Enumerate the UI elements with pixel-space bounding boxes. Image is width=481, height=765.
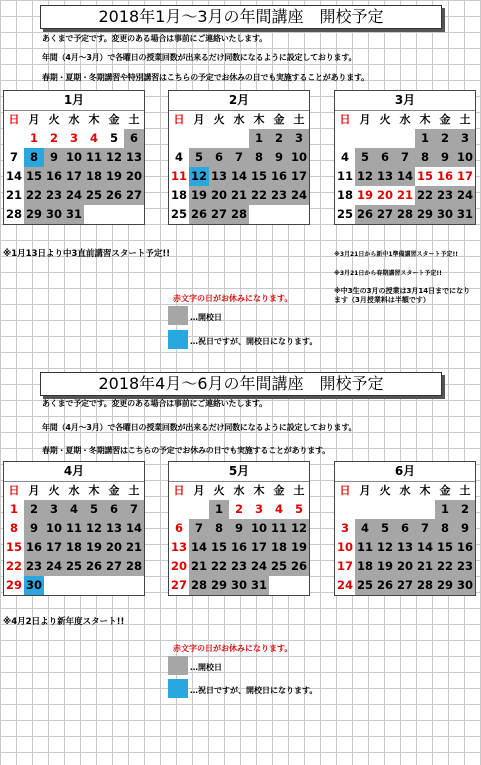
section1-footnote-3: ※3月21日から春期講習スタート予定!! bbox=[334, 270, 442, 277]
day-cell: 28 bbox=[395, 205, 415, 224]
day-cell: 20 bbox=[376, 188, 393, 202]
day-cell: 21 bbox=[396, 188, 413, 202]
day-cell: 21 bbox=[189, 557, 209, 576]
section2-legend-blue-swatch bbox=[168, 679, 188, 698]
section1-legend-title: 赤文字の日がお休みになります。 bbox=[173, 294, 293, 303]
calendar-march bbox=[334, 90, 476, 225]
day-cell: 9 bbox=[229, 519, 249, 538]
weekday-header: 日 bbox=[8, 484, 20, 497]
day-cell: 1 bbox=[415, 129, 435, 148]
day-cell: 2 bbox=[234, 502, 243, 516]
day-cell: 6 bbox=[209, 148, 229, 167]
day-cell: 12 bbox=[375, 538, 395, 557]
day-cell: 24 bbox=[249, 557, 269, 576]
day-cell: 5 bbox=[109, 131, 118, 145]
weekday-header: 水 bbox=[68, 484, 80, 497]
empty-cell bbox=[209, 129, 229, 148]
day-cell: 26 bbox=[84, 557, 104, 576]
day-cell: 21 bbox=[415, 557, 435, 576]
weekday-header: 金 bbox=[439, 484, 451, 497]
empty-cell bbox=[64, 576, 84, 595]
weekday-header: 月 bbox=[359, 484, 371, 497]
weekday-header: 日 bbox=[339, 113, 351, 126]
day-cell: 14 bbox=[395, 167, 415, 186]
day-cell: 31 bbox=[455, 205, 475, 224]
weekday-header: 金 bbox=[108, 484, 120, 497]
day-cell: 3 bbox=[289, 129, 309, 148]
day-cell: 13 bbox=[395, 538, 415, 557]
day-cell: 27 bbox=[170, 578, 187, 592]
weekday-header: 水 bbox=[233, 484, 245, 497]
day-cell: 25 bbox=[170, 207, 187, 221]
day-cell: 16 bbox=[44, 167, 64, 186]
day-cell: 26 bbox=[289, 557, 309, 576]
day-cell: 10 bbox=[289, 148, 309, 167]
section1-legend-open-label: …開校日 bbox=[190, 313, 222, 322]
day-cell: 23 bbox=[44, 186, 64, 205]
day-cell: 5 bbox=[294, 502, 303, 516]
day-cell: 22 bbox=[435, 557, 455, 576]
day-cell: 12 bbox=[289, 519, 309, 538]
day-cell: 15 bbox=[24, 167, 44, 186]
day-cell: 23 bbox=[24, 557, 44, 576]
day-cell: 28 bbox=[189, 576, 209, 595]
day-cell: 2 bbox=[435, 129, 455, 148]
day-cell: 19 bbox=[84, 538, 104, 557]
day-cell: 2 bbox=[455, 500, 475, 519]
day-cell: 19 bbox=[189, 186, 209, 205]
section1-title: 2018年1月～3月の年間講座 開校予定 bbox=[40, 5, 442, 29]
day-cell: 3 bbox=[455, 129, 475, 148]
calendar-june bbox=[334, 461, 476, 596]
empty-cell bbox=[104, 576, 124, 595]
day-cell: 27 bbox=[209, 205, 229, 224]
weekday-header: 火 bbox=[213, 113, 225, 126]
empty-cell bbox=[269, 576, 289, 595]
section1-note-1: あくまで予定です。変更のある場合は事前にご連絡いたします。 bbox=[42, 34, 267, 43]
section1-legend-open-swatch bbox=[168, 306, 188, 325]
section1-footnote-5: ます（3月授業料は半額です） bbox=[334, 296, 430, 304]
day-cell: 16 bbox=[455, 538, 475, 557]
day-cell: 4 bbox=[89, 131, 98, 145]
day-cell: 11 bbox=[269, 519, 289, 538]
day-cell: 16 bbox=[269, 167, 289, 186]
day-cell: 7 bbox=[395, 148, 415, 167]
day-cell: 13 bbox=[170, 540, 187, 554]
weekday-header: 木 bbox=[88, 484, 100, 497]
month-label: 4月 bbox=[4, 462, 144, 482]
day-cell: 16 bbox=[229, 538, 249, 557]
empty-cell bbox=[169, 500, 189, 519]
day-cell: 8 bbox=[9, 521, 18, 535]
day-cell: 19 bbox=[289, 538, 309, 557]
section2-legend-blue-label: …祝日ですが、開校日になります。 bbox=[190, 686, 318, 695]
weekday-header: 火 bbox=[48, 113, 60, 126]
day-cell: 8 bbox=[24, 148, 44, 167]
empty-cell bbox=[84, 205, 104, 224]
day-cell: 1 bbox=[9, 502, 18, 516]
weekday-header: 日 bbox=[339, 484, 351, 497]
empty-cell bbox=[269, 205, 289, 224]
calendar-february bbox=[168, 90, 310, 225]
empty-cell bbox=[44, 576, 64, 595]
empty-cell bbox=[4, 129, 24, 148]
section2-legend-title: 赤文字の日がお休みになります。 bbox=[173, 644, 293, 653]
weekday-header: 水 bbox=[399, 113, 411, 126]
empty-cell bbox=[104, 205, 124, 224]
section2-note-1: あくまで予定です。変更のある場合は事前にご連絡いたします。 bbox=[42, 399, 267, 408]
day-cell: 10 bbox=[44, 519, 64, 538]
section1-legend-blue-label: …祝日ですが、開校日になります。 bbox=[190, 337, 318, 346]
weekday-header: 木 bbox=[253, 484, 265, 497]
day-cell: 27 bbox=[375, 205, 395, 224]
empty-cell bbox=[189, 500, 209, 519]
day-cell: 28 bbox=[5, 207, 22, 221]
day-cell: 22 bbox=[415, 186, 435, 205]
day-cell: 16 bbox=[436, 169, 453, 183]
day-cell: 6 bbox=[174, 521, 183, 535]
day-cell: 13 bbox=[209, 167, 229, 186]
day-cell: 14 bbox=[5, 169, 22, 183]
day-cell: 23 bbox=[269, 186, 289, 205]
day-cell: 29 bbox=[415, 205, 435, 224]
section2-legend-open-label: …開校日 bbox=[190, 663, 222, 672]
day-cell: 27 bbox=[104, 557, 124, 576]
weekday-header: 金 bbox=[273, 484, 285, 497]
day-cell: 19 bbox=[356, 188, 373, 202]
day-cell: 7 bbox=[124, 500, 144, 519]
day-cell: 11 bbox=[336, 169, 353, 183]
weekday-header: 火 bbox=[48, 484, 60, 497]
section1-legend-blue-swatch bbox=[168, 330, 188, 349]
empty-cell bbox=[249, 205, 269, 224]
day-cell: 10 bbox=[455, 148, 475, 167]
day-cell: 26 bbox=[375, 576, 395, 595]
day-cell: 25 bbox=[336, 207, 353, 221]
weekday-header: 月 bbox=[193, 484, 205, 497]
day-cell: 17 bbox=[456, 169, 473, 183]
day-cell: 13 bbox=[124, 148, 144, 167]
day-cell: 30 bbox=[455, 576, 475, 595]
month-label: 1月 bbox=[4, 91, 144, 111]
empty-cell bbox=[355, 129, 375, 148]
day-cell: 9 bbox=[44, 148, 64, 167]
day-cell: 7 bbox=[415, 519, 435, 538]
day-cell: 11 bbox=[170, 169, 187, 183]
day-cell: 4 bbox=[174, 150, 183, 164]
day-cell: 3 bbox=[254, 502, 263, 516]
day-cell: 14 bbox=[229, 167, 249, 186]
day-cell: 1 bbox=[29, 131, 38, 145]
empty-cell bbox=[84, 576, 104, 595]
day-cell: 18 bbox=[64, 538, 84, 557]
day-cell: 24 bbox=[64, 186, 84, 205]
weekday-header: 水 bbox=[399, 484, 411, 497]
empty-cell bbox=[124, 576, 144, 595]
weekday-header: 月 bbox=[193, 113, 205, 126]
day-cell: 1 bbox=[249, 129, 269, 148]
day-cell: 20 bbox=[104, 538, 124, 557]
day-cell: 14 bbox=[415, 538, 435, 557]
month-label: 6月 bbox=[335, 462, 475, 482]
weekday-header: 火 bbox=[213, 484, 225, 497]
weekday-header: 日 bbox=[8, 113, 20, 126]
day-cell: 28 bbox=[229, 205, 249, 224]
day-cell: 25 bbox=[64, 557, 84, 576]
weekday-header: 木 bbox=[419, 484, 431, 497]
day-cell: 15 bbox=[209, 538, 229, 557]
day-cell: 25 bbox=[355, 576, 375, 595]
day-cell: 4 bbox=[355, 519, 375, 538]
day-cell: 9 bbox=[455, 519, 475, 538]
month-label: 3月 bbox=[335, 91, 475, 111]
section1-note-2: 年間（4月～3月）で各曜日の授業回数が出来るだけ同数になるように設定しております。 bbox=[42, 53, 357, 62]
day-cell: 26 bbox=[189, 205, 209, 224]
day-cell: 1 bbox=[435, 500, 455, 519]
day-cell: 1 bbox=[209, 500, 229, 519]
empty-cell bbox=[289, 205, 309, 224]
day-cell: 8 bbox=[435, 519, 455, 538]
weekday-header: 金 bbox=[439, 113, 451, 126]
calendar-april bbox=[3, 461, 145, 596]
empty-cell bbox=[335, 129, 355, 148]
day-cell: 5 bbox=[84, 500, 104, 519]
day-cell: 22 bbox=[209, 557, 229, 576]
empty-cell bbox=[124, 205, 144, 224]
empty-cell bbox=[335, 500, 355, 519]
day-cell: 20 bbox=[209, 186, 229, 205]
day-cell: 15 bbox=[5, 540, 22, 554]
section1-footnote-2: ※3月21日から新中1準備講習スタート予定!! bbox=[334, 251, 459, 258]
day-cell: 6 bbox=[395, 519, 415, 538]
day-cell: 4 bbox=[274, 502, 283, 516]
day-cell: 17 bbox=[289, 167, 309, 186]
day-cell: 25 bbox=[84, 186, 104, 205]
day-cell: 23 bbox=[455, 557, 475, 576]
day-cell: 7 bbox=[229, 148, 249, 167]
day-cell: 18 bbox=[170, 188, 187, 202]
weekday-header: 土 bbox=[293, 484, 305, 497]
day-cell: 31 bbox=[64, 205, 84, 224]
weekday-header: 月 bbox=[28, 484, 40, 497]
day-cell: 5 bbox=[375, 519, 395, 538]
day-cell: 8 bbox=[209, 519, 229, 538]
day-cell: 28 bbox=[415, 576, 435, 595]
day-cell: 9 bbox=[269, 148, 289, 167]
day-cell: 9 bbox=[435, 148, 455, 167]
empty-cell bbox=[355, 500, 375, 519]
month-label: 2月 bbox=[169, 91, 309, 111]
weekday-header: 木 bbox=[253, 113, 265, 126]
day-cell: 3 bbox=[69, 131, 78, 145]
weekday-header: 水 bbox=[233, 113, 245, 126]
empty-cell bbox=[189, 129, 209, 148]
weekday-header: 土 bbox=[293, 113, 305, 126]
day-cell: 29 bbox=[435, 576, 455, 595]
day-cell: 6 bbox=[375, 148, 395, 167]
day-cell: 17 bbox=[336, 559, 353, 573]
day-cell: 11 bbox=[355, 538, 375, 557]
day-cell: 20 bbox=[170, 559, 187, 573]
weekday-header: 水 bbox=[68, 113, 80, 126]
day-cell: 9 bbox=[24, 519, 44, 538]
weekday-header: 月 bbox=[28, 113, 40, 126]
day-cell: 25 bbox=[269, 557, 289, 576]
day-cell: 29 bbox=[5, 578, 22, 592]
day-cell: 10 bbox=[64, 148, 84, 167]
day-cell: 21 bbox=[124, 538, 144, 557]
day-cell: 7 bbox=[189, 519, 209, 538]
day-cell: 8 bbox=[415, 148, 435, 167]
day-cell: 30 bbox=[229, 576, 249, 595]
empty-cell bbox=[289, 576, 309, 595]
day-cell: 29 bbox=[209, 576, 229, 595]
day-cell: 18 bbox=[84, 167, 104, 186]
day-cell: 30 bbox=[24, 576, 44, 595]
empty-cell bbox=[395, 500, 415, 519]
day-cell: 2 bbox=[269, 129, 289, 148]
calendar-january bbox=[3, 90, 145, 225]
day-cell: 20 bbox=[395, 557, 415, 576]
day-cell: 14 bbox=[124, 519, 144, 538]
day-cell: 2 bbox=[24, 500, 44, 519]
day-cell: 23 bbox=[435, 186, 455, 205]
day-cell: 19 bbox=[375, 557, 395, 576]
weekday-header: 日 bbox=[173, 113, 185, 126]
day-cell: 6 bbox=[124, 129, 144, 148]
empty-cell bbox=[395, 129, 415, 148]
weekday-header: 土 bbox=[128, 484, 140, 497]
weekday-header: 火 bbox=[379, 113, 391, 126]
weekday-header: 土 bbox=[459, 113, 471, 126]
day-cell: 20 bbox=[124, 167, 144, 186]
day-cell: 30 bbox=[435, 205, 455, 224]
calendar-may bbox=[168, 461, 310, 596]
day-cell: 30 bbox=[44, 205, 64, 224]
day-cell: 15 bbox=[435, 538, 455, 557]
weekday-header: 月 bbox=[359, 113, 371, 126]
day-cell: 27 bbox=[124, 186, 144, 205]
day-cell: 3 bbox=[340, 521, 349, 535]
section2-legend-open-swatch bbox=[168, 656, 188, 675]
day-cell: 23 bbox=[229, 557, 249, 576]
weekday-header: 木 bbox=[88, 113, 100, 126]
day-cell: 24 bbox=[336, 578, 353, 592]
empty-cell bbox=[169, 129, 189, 148]
weekday-header: 火 bbox=[379, 484, 391, 497]
day-cell: 26 bbox=[104, 186, 124, 205]
day-cell: 24 bbox=[44, 557, 64, 576]
day-cell: 22 bbox=[5, 559, 22, 573]
day-cell: 10 bbox=[336, 540, 353, 554]
day-cell: 26 bbox=[355, 205, 375, 224]
day-cell: 6 bbox=[104, 500, 124, 519]
empty-cell bbox=[375, 500, 395, 519]
day-cell: 4 bbox=[340, 150, 349, 164]
day-cell: 12 bbox=[189, 167, 209, 186]
day-cell: 12 bbox=[84, 519, 104, 538]
day-cell: 11 bbox=[64, 519, 84, 538]
weekday-header: 土 bbox=[459, 484, 471, 497]
day-cell: 18 bbox=[269, 538, 289, 557]
empty-cell bbox=[375, 129, 395, 148]
day-cell: 7 bbox=[9, 150, 18, 164]
day-cell: 29 bbox=[24, 205, 44, 224]
day-cell: 3 bbox=[44, 500, 64, 519]
day-cell: 16 bbox=[24, 538, 44, 557]
weekday-header: 金 bbox=[108, 113, 120, 126]
day-cell: 15 bbox=[416, 169, 433, 183]
day-cell: 31 bbox=[249, 576, 269, 595]
day-cell: 10 bbox=[249, 519, 269, 538]
day-cell: 5 bbox=[189, 148, 209, 167]
day-cell: 13 bbox=[375, 167, 395, 186]
section1-footnote-1: ※1月13日より中3直前講習スタート予定!! bbox=[3, 249, 171, 259]
weekday-header: 土 bbox=[128, 113, 140, 126]
empty-cell bbox=[415, 500, 435, 519]
weekday-header: 金 bbox=[273, 113, 285, 126]
day-cell: 21 bbox=[229, 186, 249, 205]
day-cell: 17 bbox=[64, 167, 84, 186]
day-cell: 27 bbox=[395, 576, 415, 595]
day-cell: 13 bbox=[104, 519, 124, 538]
day-cell: 15 bbox=[249, 167, 269, 186]
day-cell: 21 bbox=[5, 188, 22, 202]
day-cell: 11 bbox=[84, 148, 104, 167]
day-cell: 18 bbox=[336, 188, 353, 202]
day-cell: 17 bbox=[249, 538, 269, 557]
weekday-header: 木 bbox=[419, 113, 431, 126]
day-cell: 17 bbox=[44, 538, 64, 557]
section1-note-3: 春期・夏期・冬期講習や特別講習はこちらの予定でお休みの日でも実施することがあります。 bbox=[42, 73, 369, 82]
day-cell: 28 bbox=[124, 557, 144, 576]
section2-title: 2018年4月～6月の年間講座 開校予定 bbox=[40, 372, 442, 396]
section2-note-2: 年間（4月～3月）で各曜日の授業回数が出来るだけ同数になるように設定しております。 bbox=[42, 423, 357, 432]
day-cell: 12 bbox=[104, 148, 124, 167]
section2-note-3: 春期・夏期・冬期講習はこちらの予定でお休みの日でも実施することがあります。 bbox=[42, 446, 330, 455]
day-cell: 22 bbox=[249, 186, 269, 205]
day-cell: 2 bbox=[49, 131, 58, 145]
day-cell: 24 bbox=[289, 186, 309, 205]
section1-footnote-4: ※中3生の3月の授業は3月14日までになり bbox=[334, 287, 471, 295]
weekday-header: 日 bbox=[173, 484, 185, 497]
month-label: 5月 bbox=[169, 462, 309, 482]
day-cell: 12 bbox=[355, 167, 375, 186]
day-cell: 8 bbox=[249, 148, 269, 167]
day-cell: 22 bbox=[24, 186, 44, 205]
section2-footnote-1: ※4月2日より新年度スタート!! bbox=[3, 617, 125, 627]
day-cell: 4 bbox=[64, 500, 84, 519]
day-cell: 18 bbox=[355, 557, 375, 576]
day-cell: 19 bbox=[104, 167, 124, 186]
day-cell: 14 bbox=[189, 538, 209, 557]
day-cell: 24 bbox=[455, 186, 475, 205]
empty-cell bbox=[229, 129, 249, 148]
day-cell: 5 bbox=[355, 148, 375, 167]
